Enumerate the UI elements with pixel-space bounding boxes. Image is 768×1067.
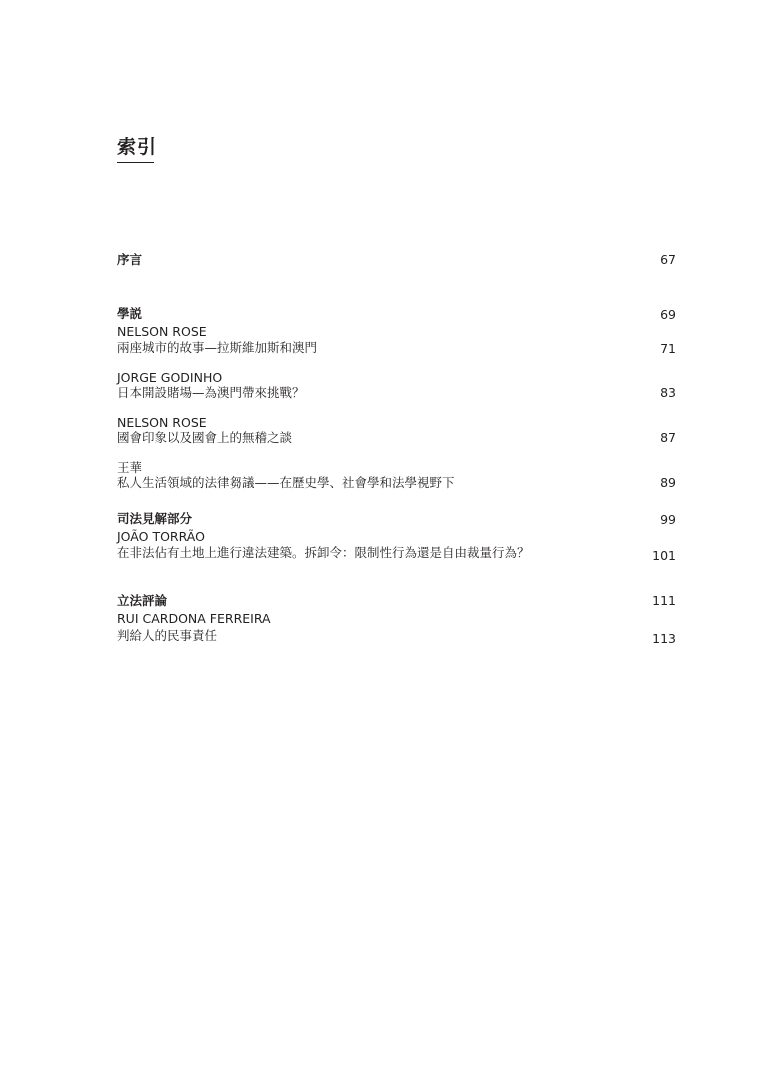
legislation-page: 111: [652, 593, 676, 608]
doctrine-heading: 學説: [117, 306, 143, 321]
legislation-heading: 立法評論: [117, 593, 168, 608]
article-author: RUI CARDONA FERREIRA: [117, 611, 271, 626]
preface-page: 67: [660, 252, 676, 267]
article-title: 日本開設賭場—為澳門帶來挑戰？: [117, 385, 305, 400]
article-page: 83: [660, 385, 676, 400]
jurisprudence-page: 99: [660, 512, 676, 527]
index-title: 索引: [117, 136, 158, 158]
article-author: NELSON ROSE: [117, 415, 207, 430]
jurisprudence-heading: 司法見解部分: [117, 511, 193, 526]
preface-label: 序言: [117, 252, 143, 267]
article-title: 兩座城市的故事—拉斯維加斯和澳門: [117, 340, 318, 355]
article-page: 89: [660, 475, 676, 490]
article-title: 判給人的民事責任: [117, 628, 218, 643]
article-author: JORGE GODINHO: [117, 370, 223, 385]
article-title: 國會印象以及國會上的無稽之談: [117, 430, 293, 445]
article-author: 王華: [117, 460, 143, 475]
article-author: NELSON ROSE: [117, 324, 207, 339]
article-page: 71: [660, 341, 676, 356]
article-author: JOÃO TORRÃO: [117, 529, 205, 544]
article-page: 101: [652, 548, 676, 563]
article-title: 私人生活領域的法律芻議——在歷史學、社會學和法學視野下: [117, 475, 455, 490]
article-title: 在非法佔有土地上進行違法建築。拆卸令：限制性行為還是自由裁量行為？: [117, 545, 530, 560]
article-page: 87: [660, 430, 676, 445]
title-underline: [117, 162, 154, 163]
article-page: 113: [652, 631, 676, 646]
doctrine-page: 69: [660, 307, 676, 322]
